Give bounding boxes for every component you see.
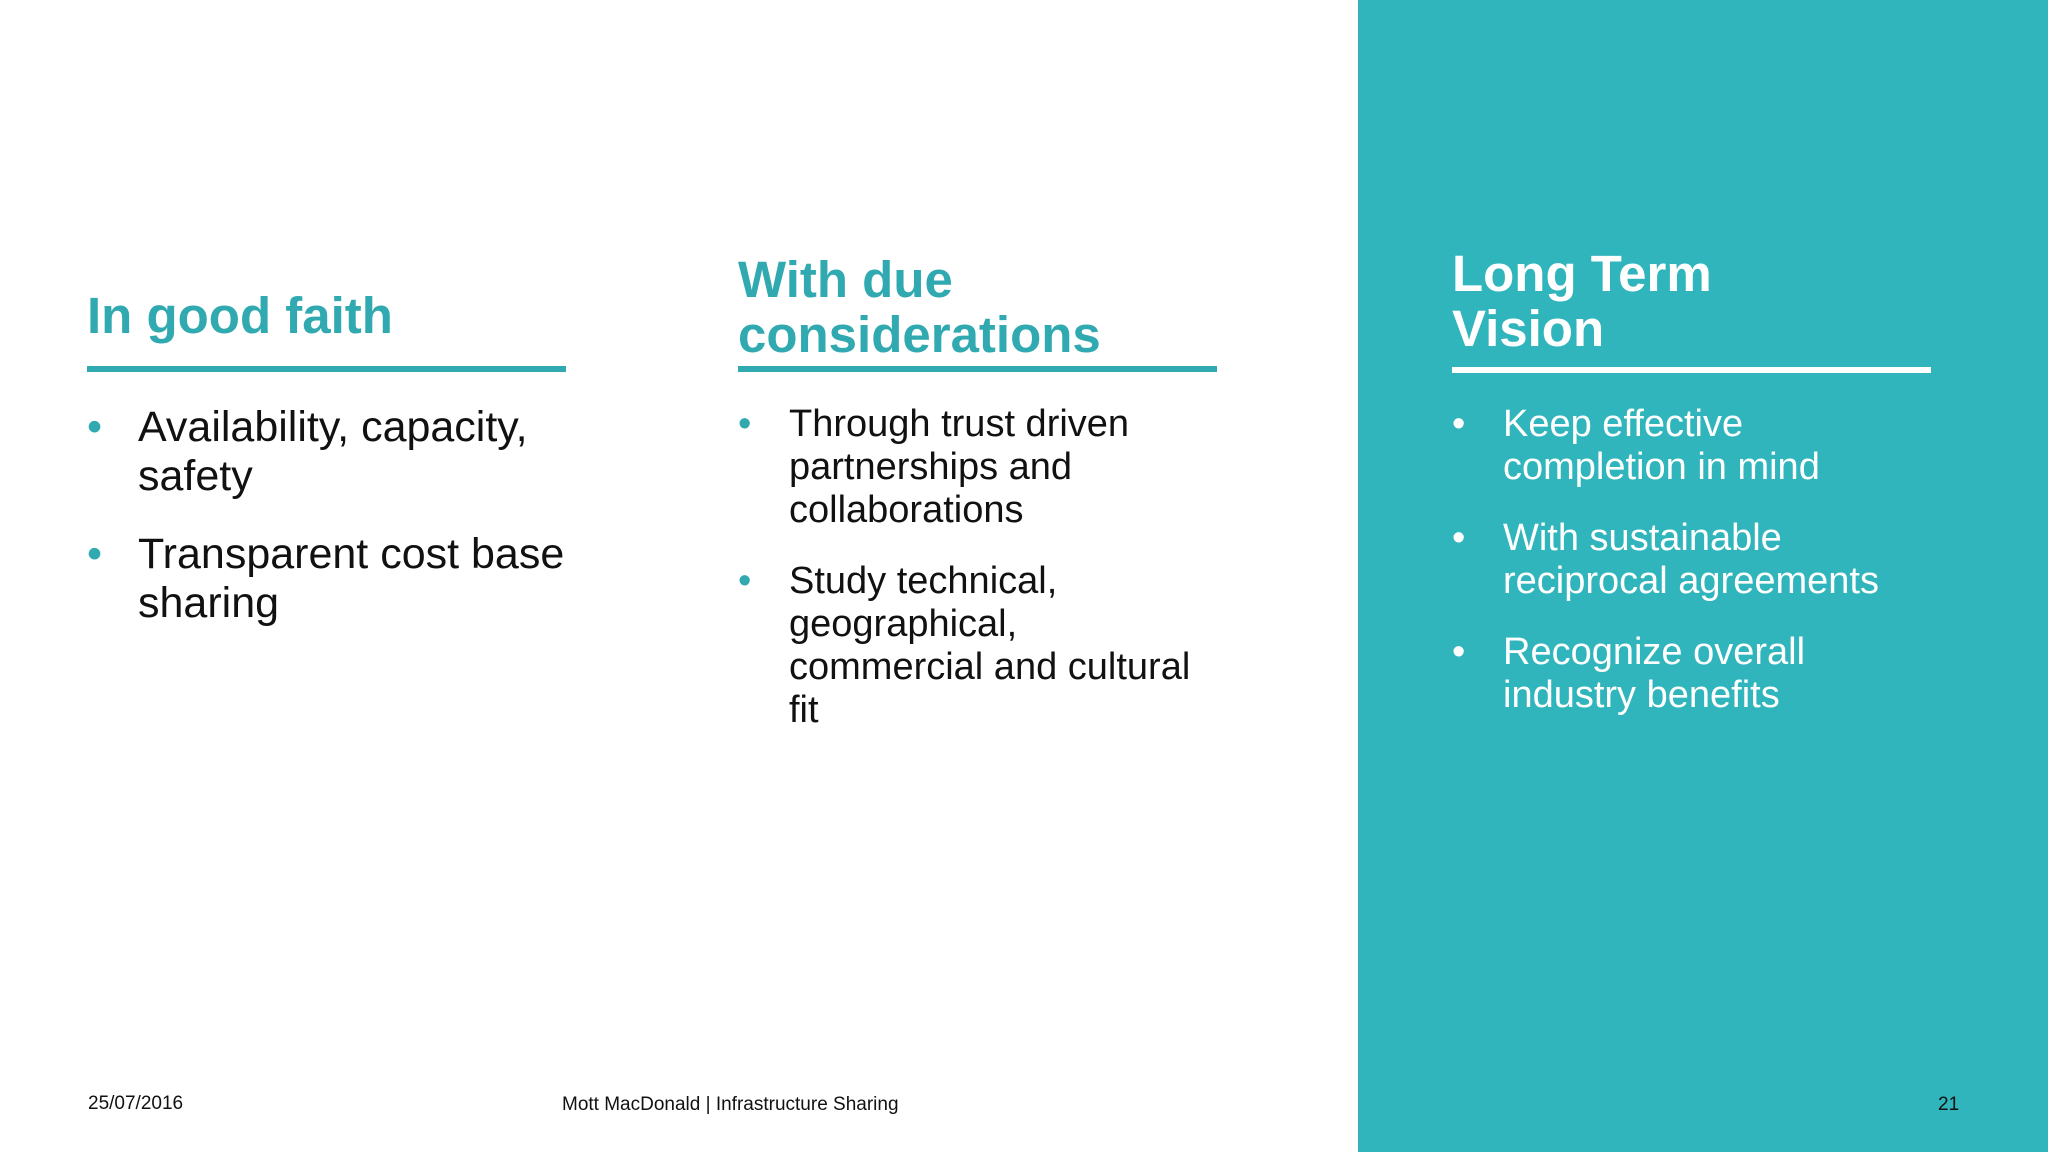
column-heading-line: With due bbox=[738, 251, 953, 308]
list-item-text: Recognize overall industry benefits bbox=[1503, 631, 1806, 716]
footer-title: Mott MacDonald | Infrastructure Sharing bbox=[562, 1094, 899, 1115]
page-number: 21 bbox=[1938, 1094, 1960, 1115]
bullet-icon: • bbox=[1452, 403, 1466, 445]
column-heading bbox=[738, 252, 1218, 362]
column-heading-line: Vision bbox=[1452, 300, 1605, 357]
list-item bbox=[1452, 403, 1932, 489]
heading-underline bbox=[1452, 367, 1931, 373]
bullet-icon: • bbox=[738, 403, 752, 445]
list-item bbox=[738, 403, 1218, 532]
list-item bbox=[1452, 631, 1932, 717]
list-item-text: Availability, capacity, safety bbox=[138, 403, 528, 500]
bullet-icon: • bbox=[1452, 517, 1466, 559]
list-item bbox=[1452, 517, 1932, 603]
column-heading-line: Long Term bbox=[1452, 245, 1712, 302]
list-item-text: Study technical, geographical, commercial and cultural fit bbox=[789, 560, 1191, 731]
heading-underline bbox=[738, 366, 1217, 372]
list-item bbox=[87, 403, 567, 501]
bullet-icon: • bbox=[738, 560, 752, 602]
column-heading bbox=[1452, 246, 1932, 356]
list-item-text: Keep effective completion in mind bbox=[1503, 403, 1820, 488]
footer-date: 25/07/2016 bbox=[88, 1093, 184, 1114]
list-item-text: Through trust driven partnerships and collaborations bbox=[789, 403, 1130, 531]
column-heading-line: In good faith bbox=[87, 287, 393, 344]
bullet-icon: • bbox=[87, 403, 103, 451]
list-item-text: Transparent cost base sharing bbox=[138, 530, 565, 627]
bullet-list bbox=[1452, 403, 1932, 745]
bullet-list bbox=[87, 403, 567, 657]
bullet-icon: • bbox=[1452, 631, 1466, 673]
list-item-text: With sustainable reciprocal agreements bbox=[1503, 517, 1879, 602]
heading-underline bbox=[87, 366, 566, 372]
column-heading bbox=[87, 288, 567, 343]
column-heading-line: considerations bbox=[738, 306, 1101, 363]
list-item bbox=[738, 560, 1218, 732]
bullet-icon: • bbox=[87, 530, 103, 578]
bullet-list bbox=[738, 403, 1218, 760]
list-item bbox=[87, 530, 567, 628]
